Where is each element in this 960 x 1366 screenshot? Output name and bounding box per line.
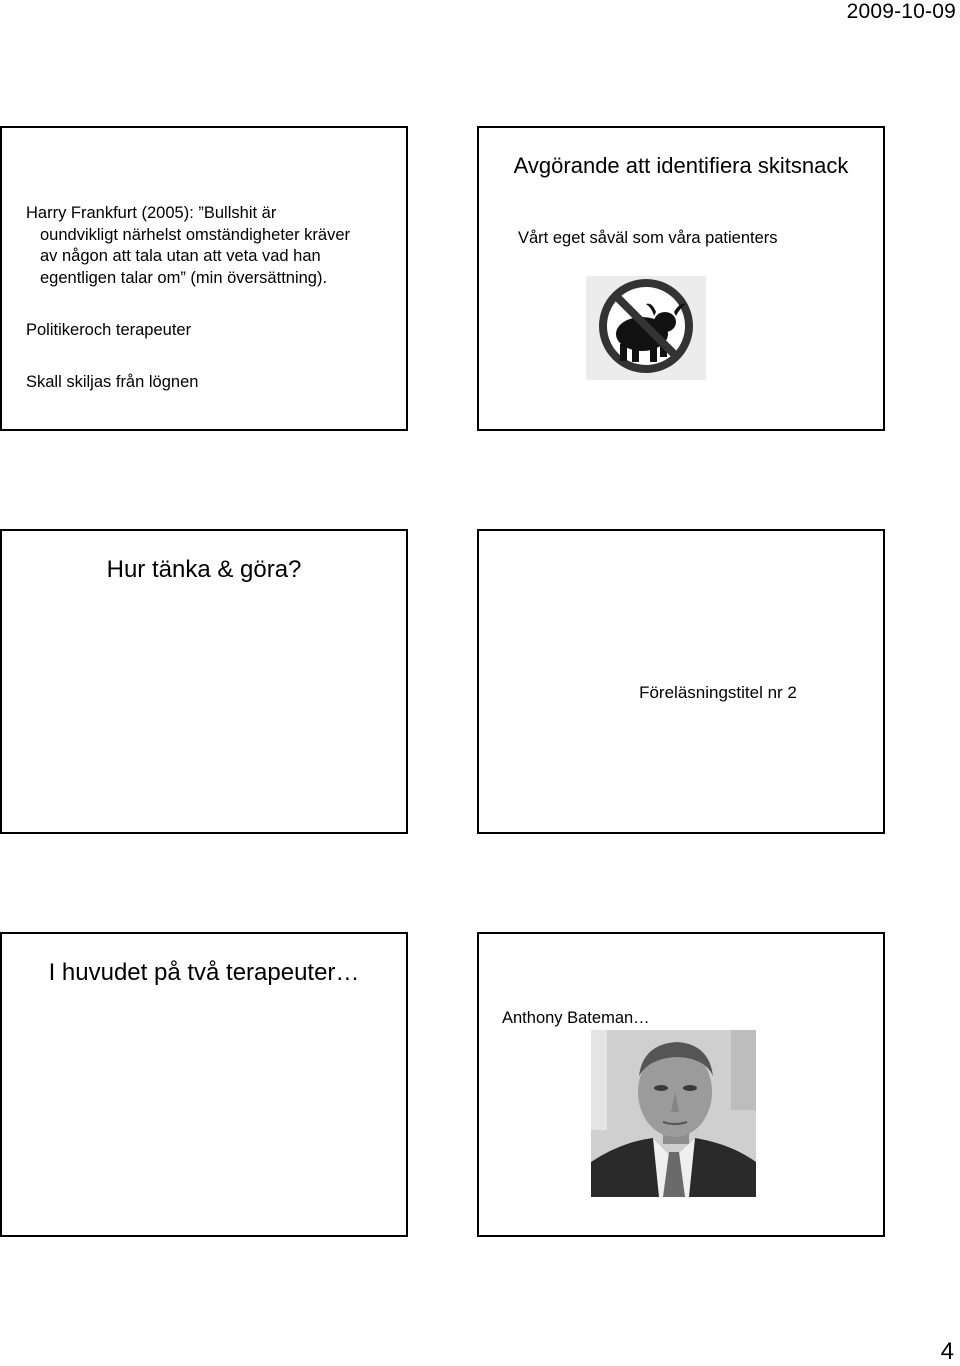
- slide-4: [477, 529, 885, 834]
- slide-6: [477, 932, 885, 1237]
- no-bull-icon: [586, 276, 706, 380]
- slide-title: Föreläsningstitel nr 2: [639, 683, 797, 702]
- quote-line: av någon att tala utan att veta vad han: [40, 247, 321, 265]
- page-number: 4: [940, 1338, 954, 1365]
- slide-title: Avgörande att identifiera skitsnack: [513, 153, 849, 178]
- slide-caption: Anthony Bateman…: [502, 1009, 650, 1027]
- slide-body: Vårt eget såväl som våra patienters: [518, 229, 778, 247]
- portrait-photo: [591, 1030, 756, 1197]
- slide-3: [0, 529, 408, 834]
- page-date: 2009-10-09: [846, 0, 956, 23]
- frankfurt-quote: [26, 203, 350, 289]
- slide-2: [477, 126, 885, 431]
- slide-1: [0, 126, 408, 431]
- slide-5: [0, 932, 408, 1237]
- quote-line: Harry Frankfurt (2005): ”Bullshit är: [26, 204, 277, 222]
- quote-line: egentligen talar om” (min översättning).: [40, 268, 328, 287]
- slide-title: I huvudet på två terapeuter…: [48, 959, 360, 986]
- quote-line: oundvikligt närhelst omständigheter kräver: [40, 225, 350, 244]
- slide-title: Hur tänka & göra?: [106, 556, 302, 583]
- lie-line: Skall skiljas från lögnen: [26, 373, 199, 391]
- politicians-line: Politikeroch terapeuter: [26, 321, 192, 339]
